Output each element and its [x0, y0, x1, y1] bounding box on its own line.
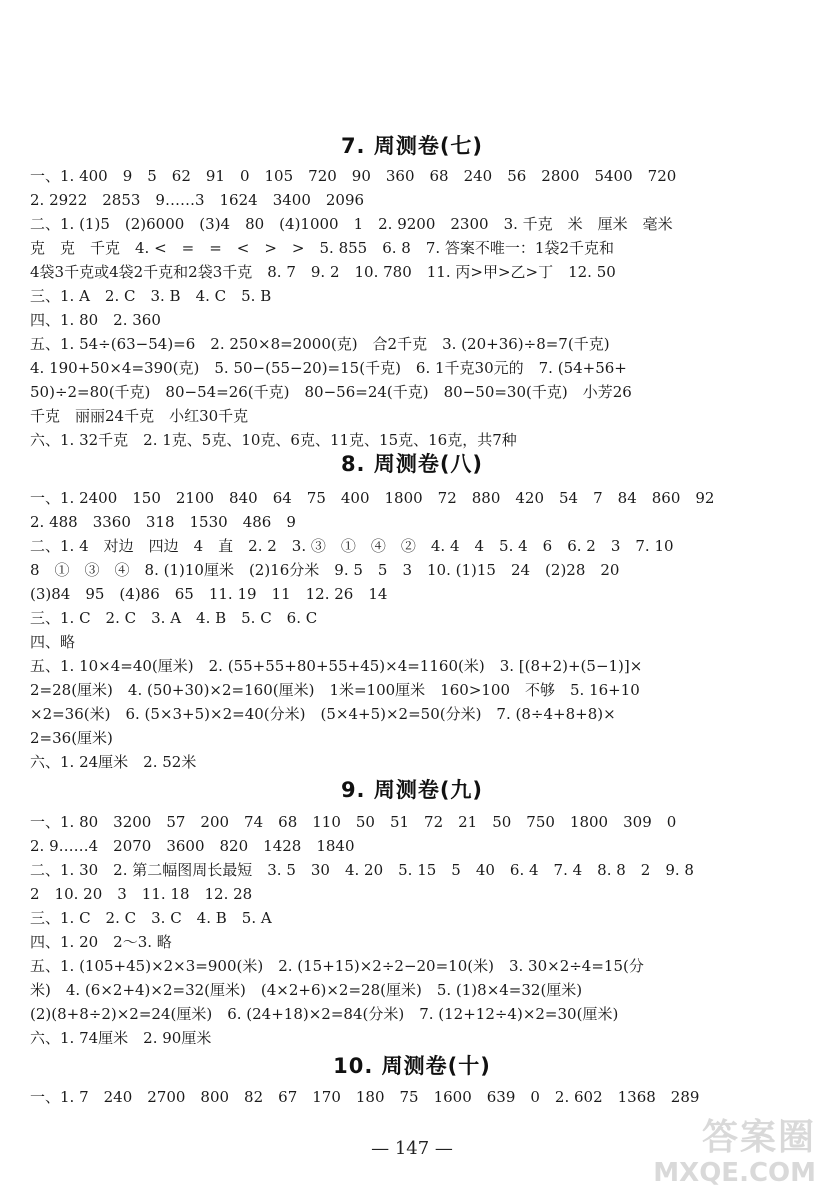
answer-line: 一、1. 7 240 2700 800 82 67 170 180 75 1600 639 0 2. 602 1368 289: [30, 1088, 700, 1106]
answer-line: 2. 2922 2853 9……3 1624 3400 2096: [30, 191, 365, 209]
answer-line: 2=28(厘米) 4. (50+30)×2=160(厘米) 1米=100厘米 160>100 不够 5. 16+10: [30, 681, 640, 699]
answer-line: 米) 4. (6×2+4)×2=32(厘米) (4×2+6)×2=28(厘米) 5. (1)8×4=32(厘米): [30, 981, 583, 999]
answer-line: 二、1. 4 对边 四边 4 直 2. 2 3. ③ ① ④ ② 4. 4 4 5. 4 6 6. 2 3 7. 10: [30, 537, 674, 555]
answer-line: 五、1. 10×4=40(厘米) 2. (55+55+80+55+45)×4=1160(米) 3. [(8+2)+(5−1)]×: [30, 657, 643, 675]
section-title: 8. 周测卷(八): [340, 452, 484, 476]
answer-line: (3)84 95 (4)86 65 11. 19 11 12. 26 14: [30, 585, 388, 603]
watermark-logo: [616, 1118, 816, 1196]
answer-line: 四、略: [30, 633, 76, 651]
answer-line: 二、1. (1)5 (2)6000 (3)4 80 (4)1000 1 2. 9200 2300 3. 千克 米 厘米 毫米: [30, 215, 673, 233]
answer-line: 2=36(厘米): [30, 729, 113, 747]
answer-line: 50)÷2=80(千克) 80−54=26(千克) 80−56=24(千克) 80−50=30(千克) 小芳26: [30, 383, 632, 401]
answer-line: 三、1. C 2. C 3. C 4. B 5. A: [30, 909, 272, 927]
watermark-text: 答案圈: [701, 1117, 816, 1158]
answer-line: ×2=36(米) 6. (5×3+5)×2=40(分米) (5×4+5)×2=50(分米) 7. (8÷4+8+8)×: [30, 705, 616, 723]
answer-line: 三、1. C 2. C 3. A 4. B 5. C 6. C: [30, 609, 318, 627]
answer-line: 二、1. 30 2. 第二幅图周长最短 3. 5 30 4. 20 5. 15 5 40 6. 4 7. 4 8. 8 2 9. 8: [30, 861, 694, 879]
watermark-url: MXQE.COM: [653, 1158, 816, 1188]
answer-line: 一、1. 2400 150 2100 840 64 75 400 1800 72 880 420 54 7 84 860 92: [30, 489, 715, 507]
section-title: 7. 周测卷(七): [340, 134, 484, 158]
answer-line: 六、1. 74厘米 2. 90厘米: [30, 1029, 212, 1047]
answer-line: (2)(8+8÷2)×2=24(厘米) 6. (24+18)×2=84(分米) 7. (12+12÷4)×2=30(厘米): [30, 1005, 619, 1023]
answer-line: 四、1. 20 2～3. 略: [30, 933, 172, 951]
answer-line: 2. 9……4 2070 3600 820 1428 1840: [30, 837, 355, 855]
section-title: 9. 周测卷(九): [340, 778, 484, 802]
section-title: 10. 周测卷(十): [333, 1054, 491, 1078]
answer-line: 克 克 千克 4. < = = < > > 5. 855 6. 8 7. 答案不唯一：1袋2千克和: [30, 239, 614, 257]
answer-line: 4. 190+50×4=390(克) 5. 50−(55−20)=15(千克) 6. 1千克30元的 7. (54+56+: [30, 359, 627, 377]
answer-line: 六、1. 24厘米 2. 52米: [30, 753, 197, 771]
answer-line: 8 ① ③ ④ 8. (1)10厘米 (2)16分米 9. 5 5 3 10. (1)15 24 (2)28 20: [30, 561, 620, 579]
answer-line: 2. 488 3360 318 1530 486 9: [30, 513, 296, 531]
answer-line: 六、1. 32千克 2. 1克、5克、10克、6克、11克、15克、16克，共7种: [30, 431, 517, 449]
answer-line: 一、1. 80 3200 57 200 74 68 110 50 51 72 21 50 750 1800 309 0: [30, 813, 677, 831]
answer-line: 一、1. 400 9 5 62 91 0 105 720 90 360 68 240 56 2800 5400 720: [30, 167, 677, 185]
answer-line: 三、1. A 2. C 3. B 4. C 5. B: [30, 287, 272, 305]
page-number: — 147 —: [371, 1138, 453, 1159]
answer-line: 五、1. (105+45)×2×3=900(米) 2. (15+15)×2÷2−20=10(米) 3. 30×2÷4=15(分: [30, 957, 644, 975]
answer-line: 四、1. 80 2. 360: [30, 311, 161, 329]
answer-line: 千克 丽丽24千克 小红30千克: [30, 407, 249, 425]
answer-line: 4袋3千克或4袋2千克和2袋3千克 8. 7 9. 2 10. 780 11. 丙>甲>乙>丁 12. 50: [30, 263, 616, 281]
answer-line: 2 10. 20 3 11. 18 12. 28: [30, 885, 253, 903]
answer-line: 五、1. 54÷(63−54)=6 2. 250×8=2000(克) 合2千克 3. (20+36)÷8=7(千克): [30, 335, 610, 353]
